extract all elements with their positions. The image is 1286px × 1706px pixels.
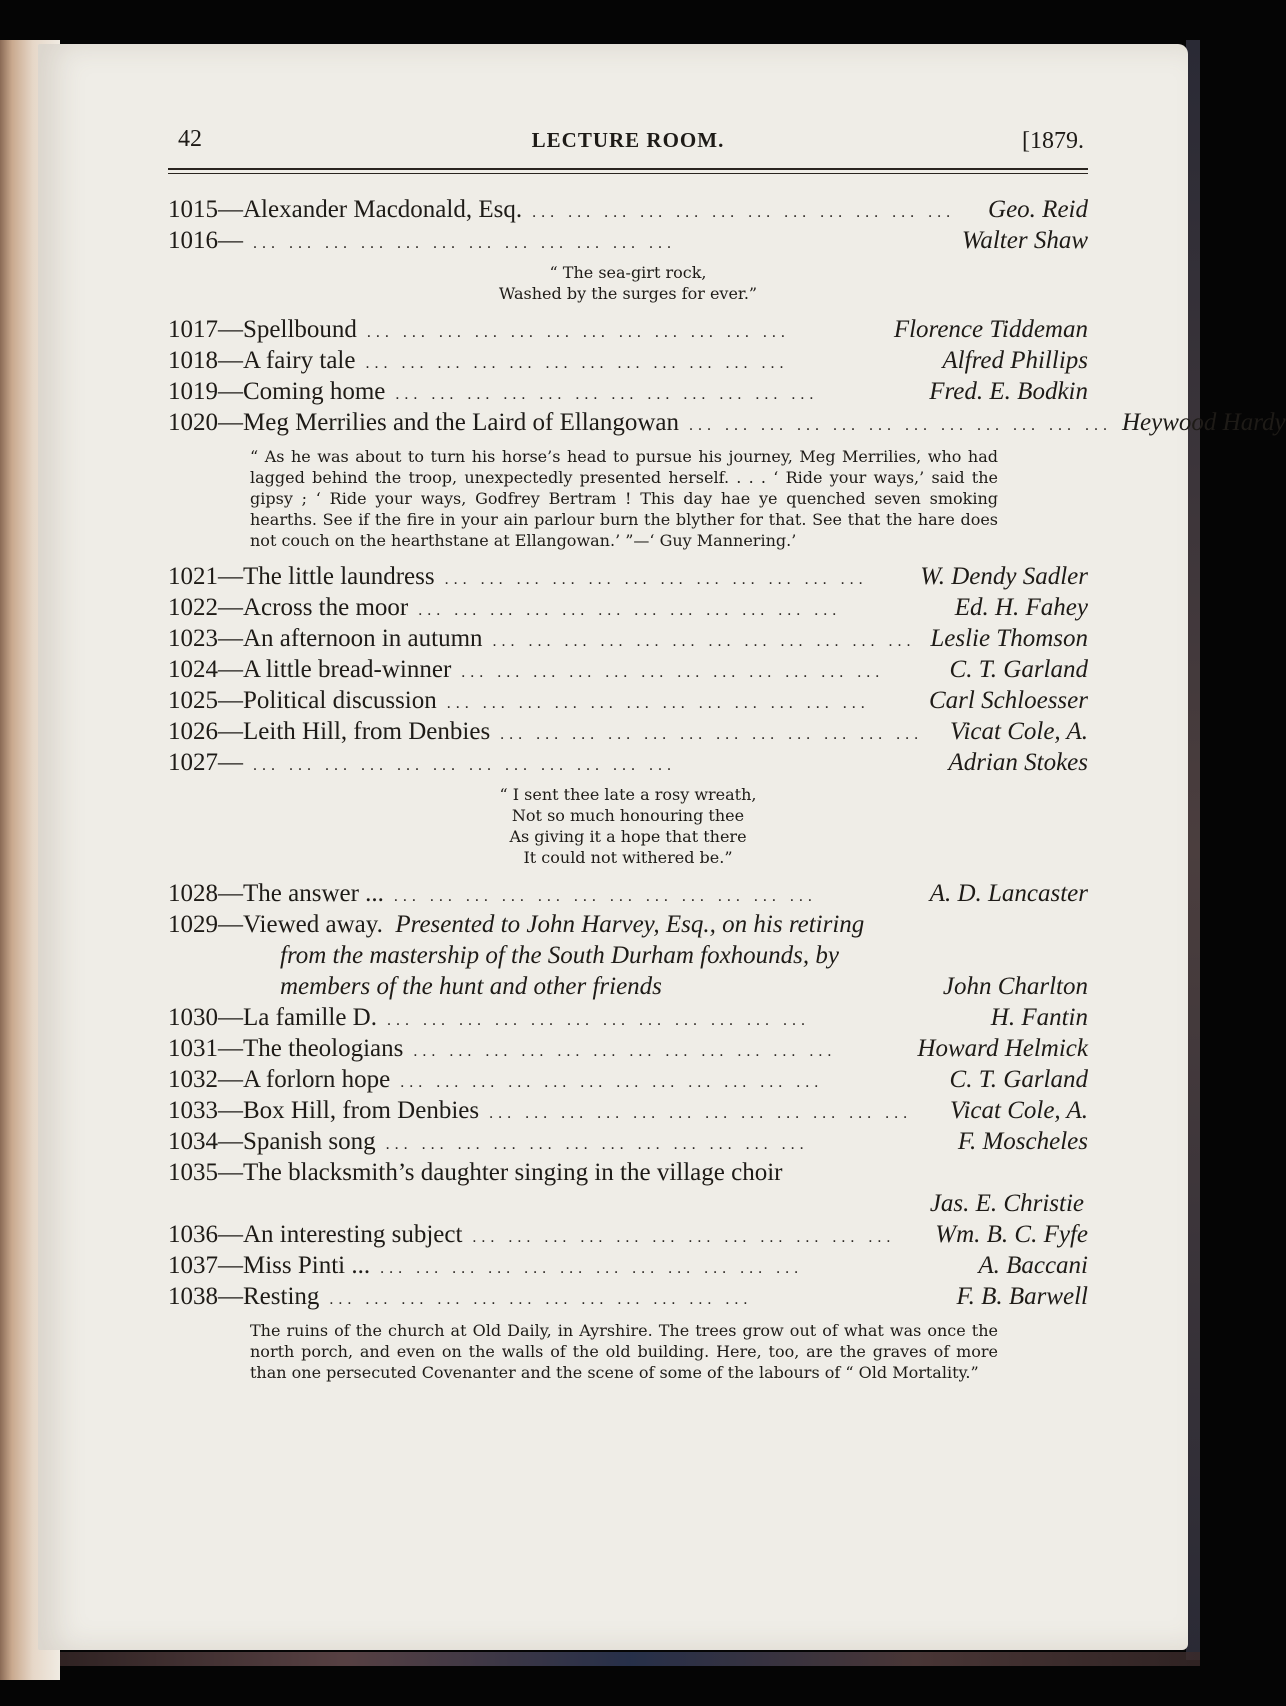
entry-artist: Leslie Thomson	[930, 625, 1088, 652]
entry-number: 1035	[168, 1159, 218, 1186]
entry-dash: —	[218, 1004, 243, 1031]
entry-artist: Vicat Cole, A.	[950, 718, 1088, 745]
entry-title: Viewed away.	[243, 911, 383, 938]
catalogue-entry-1031	[168, 1033, 1088, 1064]
entry-artist: C. T. Garland	[949, 656, 1088, 683]
entry-artist: Florence Tiddeman	[893, 316, 1088, 343]
entries-group-c	[168, 561, 1088, 778]
entry-title: The theologians	[243, 1035, 404, 1062]
entry-artist: Wm. B. C. Fyfe	[935, 1221, 1088, 1248]
catalogue-entry-1017	[168, 314, 1088, 345]
entry-number: 1023	[168, 625, 218, 652]
page-number: 42	[178, 126, 202, 152]
header-year: [1879.	[1022, 128, 1084, 154]
catalogue-entry-1022	[168, 592, 1088, 623]
book-right-edge	[1186, 40, 1200, 1660]
entry-number: 1036	[168, 1221, 218, 1248]
entry-title: An interesting subject	[243, 1221, 463, 1248]
entry-title: An afternoon in autumn	[243, 625, 483, 652]
leader-dots: ... ... ... ... ... ... ... ... ... ... ... ...	[688, 417, 1112, 434]
entry-number: 1038	[168, 1283, 218, 1310]
entry-title: A little bread-winner	[243, 656, 452, 683]
quote-line: Washed by the surges for ever.”	[498, 284, 758, 303]
entry-dash: —	[218, 1128, 243, 1155]
entry-dash: —	[218, 1252, 243, 1279]
entry-dash: —	[218, 316, 243, 343]
entry-dash: —	[218, 718, 243, 745]
entry-artist: John Charlton	[942, 973, 1088, 1000]
leader-dots: ... ... ... ... ... ... ... ... ... ... ... ...	[500, 726, 924, 743]
quote-1020: “ As he was about to turn his horse’s head to pursue his journey, Meg Merrilies, who had lagged behind the troop, unexpectedly presented herself. . . . ‘ Ride your ways,’ said the gipsy ; ‘ Ride your ways, Godfrey Bertram ! This day hae ye quenched seven smoking hearths. See if the fire in your ain parlour burn the blyther for that. See that the hare does not couch on the hearthstane at Ellangowan.’ ”—‘ Guy Mannering.’	[250, 447, 998, 550]
header-rule-thick	[168, 168, 1088, 170]
catalogue-entry-1032	[168, 1064, 1088, 1095]
quote-line: “ The sea-girt rock,	[549, 263, 707, 282]
entry-dash: —	[218, 1066, 243, 1093]
entry-number: 1019	[168, 378, 218, 405]
entry-artist: H. Fantin	[990, 1004, 1088, 1031]
catalogue-entry-1025	[168, 685, 1088, 716]
entry-artist: A. Baccani	[978, 1252, 1088, 1279]
entry-dash: —	[218, 911, 243, 938]
entry-artist: Fred. E. Bodkin	[929, 378, 1088, 405]
entry-artist: W. Dendy Sadler	[920, 563, 1088, 590]
entry-number: 1026	[168, 718, 218, 745]
quote-1016	[168, 262, 1088, 304]
catalogue-entry-1033	[168, 1095, 1088, 1126]
catalogue-entry-1018	[168, 345, 1088, 376]
entry-number: 1021	[168, 563, 218, 590]
entry-number: 1016	[168, 227, 218, 254]
leader-dots: ... ... ... ... ... ... ... ... ... ... ... ...	[329, 1291, 753, 1308]
entry-title: The blacksmith’s daughter singing in the village choir	[243, 1159, 783, 1186]
entry-last-line	[168, 971, 1088, 1002]
leader-dots: ... ... ... ... ... ... ... ... ... ... ... ...	[386, 1012, 810, 1029]
entry-note: Presented to John Harvey, Esq., on his retiring	[395, 911, 865, 938]
entry-title: The little laundress	[243, 563, 435, 590]
leader-dots: ... ... ... ... ... ... ... ... ... ... ... ...	[492, 633, 916, 650]
leader-dots: ... ... ... ... ... ... ... ... ... ... ... ...	[532, 204, 956, 221]
header-rule-thin	[168, 173, 1088, 174]
book-bottom-edge	[60, 1652, 1200, 1666]
entry-title: La famille D.	[243, 1004, 377, 1031]
entry-title: Box Hill, from Denbies	[243, 1097, 480, 1124]
catalogue-entry-1030	[168, 1002, 1088, 1033]
entry-number: 1018	[168, 347, 218, 374]
quote-line: As giving it a hope that there	[509, 827, 747, 846]
quote-line: Not so much honouring thee	[511, 806, 745, 825]
entry-dash: —	[218, 378, 243, 405]
entry-title: Miss Pinti ...	[243, 1252, 371, 1279]
entry-artist: Carl Schloesser	[928, 687, 1088, 714]
entry-artist: Heywood Hardy	[1121, 409, 1286, 436]
leader-dots: ... ... ... ... ... ... ... ... ... ... ... ...	[395, 386, 819, 403]
entries-group-b	[168, 314, 1286, 438]
catalogue-entry-1026	[168, 716, 1088, 747]
entry-dash: —	[218, 880, 243, 907]
entry-number: 1022	[168, 594, 218, 621]
entries-group-d	[168, 1002, 1088, 1157]
entry-artist: Vicat Cole, A.	[950, 1097, 1088, 1124]
entry-dash: —	[218, 656, 243, 683]
quote-1027	[168, 784, 1088, 868]
catalogue-entry-1035	[168, 1157, 1088, 1188]
entry-dash: —	[218, 196, 243, 223]
leader-dots: ... ... ... ... ... ... ... ... ... ... ... ...	[400, 1074, 824, 1091]
leader-dots: ... ... ... ... ... ... ... ... ... ... ... ...	[365, 355, 789, 372]
entry-dash: —	[218, 409, 243, 436]
entry-artist: Jas. E. Christie	[929, 1190, 1084, 1217]
entry-artist: F. Moscheles	[957, 1128, 1088, 1155]
leader-dots: ... ... ... ... ... ... ... ... ... ... ... ...	[418, 602, 842, 619]
catalogue-entry-1028	[168, 878, 1088, 909]
catalogue-entry-1027	[168, 747, 1088, 778]
catalogue-entry-1015	[168, 194, 1088, 225]
entry-artist: C. T. Garland	[949, 1066, 1088, 1093]
leader-dots: ... ... ... ... ... ... ... ... ... ... ... ...	[385, 1136, 809, 1153]
page-content	[168, 120, 1286, 1393]
leader-dots: ... ... ... ... ... ... ... ... ... ... ... ...	[393, 888, 817, 905]
entry-number: 1034	[168, 1128, 218, 1155]
description-1038: The ruins of the church at Old Daily, in Ayrshire. The trees grow out of what was once the north porch, and even on the walls of the old building. Here, too, are the graves of more than one persecuted Covenanter and the scene of some of the labours of “ Old Mortality.”	[250, 1321, 998, 1382]
leader-dots: ... ... ... ... ... ... ... ... ... ... ... ...	[253, 235, 676, 252]
leader-dots: ... ... ... ... ... ... ... ... ... ... ... ...	[366, 324, 790, 341]
entry-number: 1025	[168, 687, 218, 714]
page-title: LECTURE ROOM.	[531, 128, 725, 152]
catalogue-entry-1021	[168, 561, 1088, 592]
entry-dash: —	[218, 625, 243, 652]
leader-dots: ... ... ... ... ... ... ... ... ... ... ... ...	[253, 757, 676, 774]
entry-dash: —	[218, 749, 243, 776]
entry-number: 1020	[168, 409, 218, 436]
catalogue-entry-1029	[168, 909, 1088, 1002]
entry-number: 1024	[168, 656, 218, 683]
entries-group-a	[168, 194, 1088, 256]
running-header	[168, 120, 1088, 164]
entries-group-e	[168, 1219, 1088, 1312]
leader-dots: ... ... ... ... ... ... ... ... ... ... ... ...	[489, 1105, 913, 1122]
leader-dots: ... ... ... ... ... ... ... ... ... ... ... ...	[444, 571, 868, 588]
entry-dash: —	[218, 1283, 243, 1310]
entry-title: Across the moor	[243, 594, 409, 621]
entry-title: A fairy tale	[243, 347, 356, 374]
catalogue-entry-1023	[168, 623, 1088, 654]
quote-line: It could not withered be.”	[523, 848, 733, 867]
entry-note: members of the hunt and other friends	[280, 973, 662, 1000]
entry-dash: —	[218, 227, 243, 254]
entry-number: 1017	[168, 316, 218, 343]
entry-title: Meg Merrilies and the Laird of Ellangowan	[243, 409, 679, 436]
entry-title: Coming home	[243, 378, 386, 405]
entry-title: Leith Hill, from Denbies	[243, 718, 491, 745]
leader-dots: ... ... ... ... ... ... ... ... ... ... ... ...	[472, 1229, 896, 1246]
entry-number: 1032	[168, 1066, 218, 1093]
catalogue-entry-1034	[168, 1126, 1088, 1157]
entry-number: 1015	[168, 196, 218, 223]
entry-dash: —	[218, 594, 243, 621]
entry-artist: Howard Helmick	[917, 1035, 1088, 1062]
entry-note: from the mastership of the South Durham foxhounds, by	[280, 942, 840, 969]
catalogue-entry-1024	[168, 654, 1088, 685]
entry-dash: —	[218, 1097, 243, 1124]
entry-dash: —	[218, 1221, 243, 1248]
entry-title: Spellbound	[243, 316, 357, 343]
catalogue-entry-1038	[168, 1281, 1088, 1312]
entry-first-line	[168, 909, 1088, 940]
entry-artist: Ed. H. Fahey	[954, 594, 1088, 621]
entry-title: Political discussion	[243, 687, 437, 714]
entry-artist: A. D. Lancaster	[929, 880, 1088, 907]
catalogue-entry-1019	[168, 376, 1088, 407]
entry-title: Alexander Macdonald, Esq.	[243, 196, 523, 223]
entry-dash: —	[218, 563, 243, 590]
catalogue-entry-1020	[168, 407, 1286, 438]
entry-artist: Walter Shaw	[961, 227, 1088, 254]
entry-number: 1031	[168, 1035, 218, 1062]
entry-number: 1030	[168, 1004, 218, 1031]
entry-dash: —	[218, 1035, 243, 1062]
quote-line: “ I sent thee late a rosy wreath,	[499, 785, 757, 804]
leader-dots: ... ... ... ... ... ... ... ... ... ... ... ...	[380, 1260, 804, 1277]
entry-artist: F. B. Barwell	[956, 1283, 1088, 1310]
entry-number: 1029	[168, 911, 218, 938]
leader-dots: ... ... ... ... ... ... ... ... ... ... ... ...	[461, 664, 885, 681]
catalogue-entry-1016	[168, 225, 1088, 256]
entry-title: Resting	[243, 1283, 320, 1310]
entry-artist: Geo. Reid	[988, 196, 1088, 223]
entry-title: The answer ...	[243, 880, 384, 907]
entry-number: 1028	[168, 880, 218, 907]
entry-number: 1037	[168, 1252, 218, 1279]
catalogue-entry-1036	[168, 1219, 1088, 1250]
entry-title: Spanish song	[243, 1128, 376, 1155]
entry-number: 1033	[168, 1097, 218, 1124]
entry-dash: —	[218, 347, 243, 374]
leader-dots: ... ... ... ... ... ... ... ... ... ... ... ...	[446, 695, 870, 712]
entry-title: A forlorn hope	[243, 1066, 391, 1093]
entry-dash: —	[218, 687, 243, 714]
catalogue-entry-1037	[168, 1250, 1088, 1281]
entry-number: 1027	[168, 749, 218, 776]
entry-artist: Alfred Phillips	[942, 347, 1088, 374]
entry-dash: —	[218, 1159, 243, 1186]
leader-dots: ... ... ... ... ... ... ... ... ... ... ... ...	[413, 1043, 837, 1060]
entry-artist: Adrian Stokes	[948, 749, 1088, 776]
